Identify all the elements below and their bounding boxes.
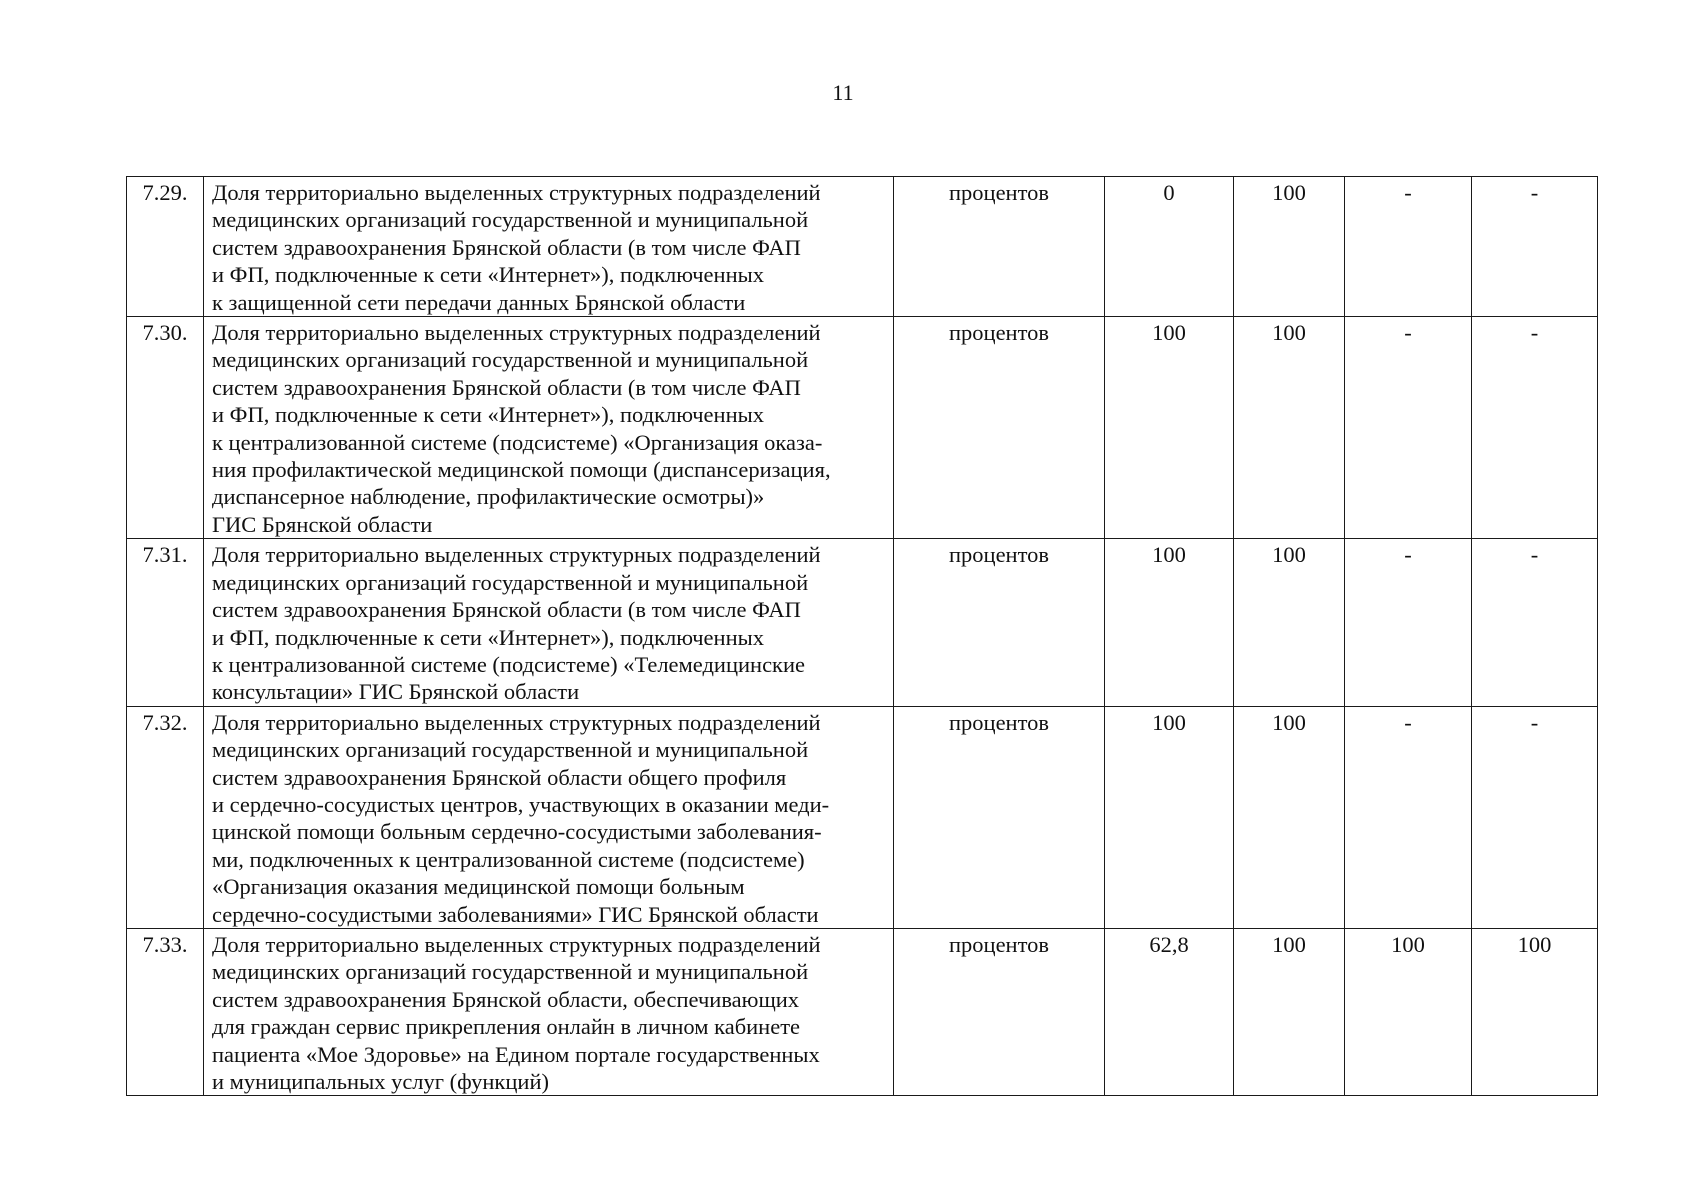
- value-cell-4: -: [1472, 706, 1598, 928]
- table-row: [127, 177, 1598, 317]
- row-number: 7.30.: [127, 317, 204, 539]
- table-row: [127, 539, 1598, 706]
- unit-cell: процентов: [894, 177, 1105, 317]
- table-row: [127, 706, 1598, 928]
- value-cell-2: 100: [1234, 317, 1345, 539]
- indicator-description: Доля территориально выделенных структурных подразделений медицинских организаций государственной и муниципальной систем здравоохранения Брянской области (в том числе ФАП и ФП, подключенные к сети «Интернет»), подключенных к защищенной сети передачи данных Брянской области: [204, 177, 894, 317]
- row-number: 7.33.: [127, 928, 204, 1095]
- value-cell-3: -: [1345, 177, 1472, 317]
- table-row: [127, 317, 1598, 539]
- unit-cell: процентов: [894, 706, 1105, 928]
- value-cell-2: 100: [1234, 539, 1345, 706]
- indicators-table: [126, 176, 1598, 1096]
- indicator-description: Доля территориально выделенных структурных подразделений медицинских организаций государственной и муниципальной систем здравоохранения Брянской области (в том числе ФАП и ФП, подключенные к сети «Интернет»), подключенных к централизованной системе (подсистеме) «Организация оказа- ния профилактической медицинской помощи (диспансеризация, диспансерное наблюдение, профилактические осмотры)» ГИС Брянской области: [204, 317, 894, 539]
- value-cell-4: 100: [1472, 928, 1598, 1095]
- indicator-description: Доля территориально выделенных структурных подразделений медицинских организаций государственной и муниципальной систем здравоохранения Брянской области, обеспечивающих для граждан сервис прикрепления онлайн в личном кабинете пациента «Мое Здоровье» на Едином портале государственных и муниципальных услуг (функций): [204, 928, 894, 1095]
- row-number: 7.32.: [127, 706, 204, 928]
- value-cell-4: -: [1472, 539, 1598, 706]
- value-cell-2: 100: [1234, 177, 1345, 317]
- value-cell-1: 100: [1105, 706, 1234, 928]
- value-cell-3: 100: [1345, 928, 1472, 1095]
- unit-cell: процентов: [894, 539, 1105, 706]
- value-cell-3: -: [1345, 317, 1472, 539]
- value-cell-1: 100: [1105, 317, 1234, 539]
- value-cell-1: 100: [1105, 539, 1234, 706]
- value-cell-4: -: [1472, 177, 1598, 317]
- value-cell-4: -: [1472, 317, 1598, 539]
- value-cell-2: 100: [1234, 928, 1345, 1095]
- value-cell-2: 100: [1234, 706, 1345, 928]
- indicator-description: Доля территориально выделенных структурных подразделений медицинских организаций государственной и муниципальной систем здравоохранения Брянской области общего профиля и сердечно-сосудистых центров, участвующих в оказании меди- цинской помощи больным сердечно-сосудистыми заболевания- ми, подключенных к централизованной системе (подсистеме) «Организация оказания медицинской помощи больным сердечно-сосудистыми заболеваниями» ГИС Брянской области: [204, 706, 894, 928]
- value-cell-3: -: [1345, 706, 1472, 928]
- row-number: 7.29.: [127, 177, 204, 317]
- value-cell-3: -: [1345, 539, 1472, 706]
- unit-cell: процентов: [894, 317, 1105, 539]
- indicator-description: Доля территориально выделенных структурных подразделений медицинских организаций государственной и муниципальной систем здравоохранения Брянской области (в том числе ФАП и ФП, подключенные к сети «Интернет»), подключенных к централизованной системе (подсистеме) «Телемедицинские консультации» ГИС Брянской области: [204, 539, 894, 706]
- unit-cell: процентов: [894, 928, 1105, 1095]
- table-row: [127, 928, 1598, 1095]
- value-cell-1: 62,8: [1105, 928, 1234, 1095]
- page-number: 11: [832, 80, 854, 105]
- value-cell-1: 0: [1105, 177, 1234, 317]
- row-number: 7.31.: [127, 539, 204, 706]
